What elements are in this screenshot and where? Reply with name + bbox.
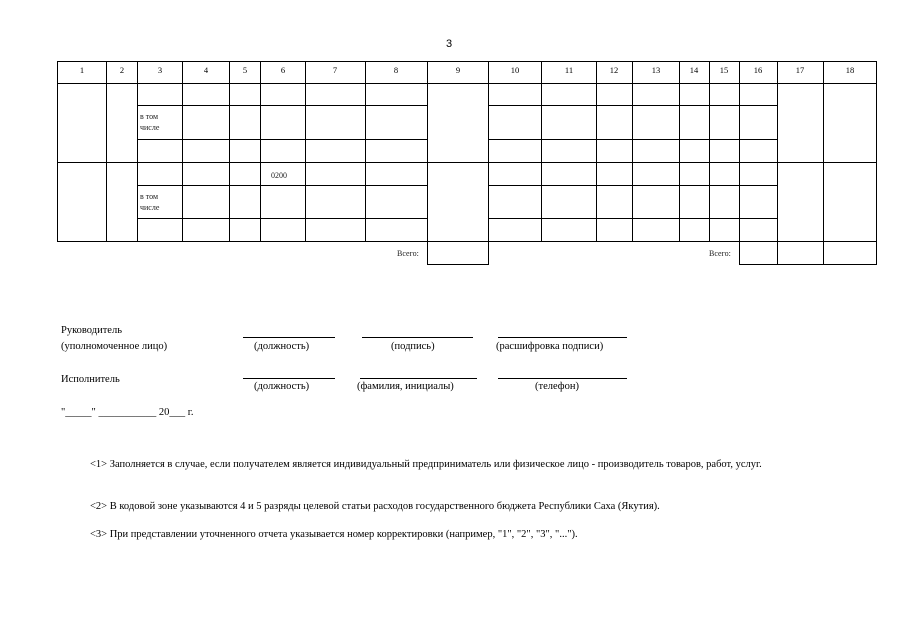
footnote-1: <1> Заполняется в случае, если получателем является индивидуальный предприниматель или физическое лицо - производитель товаров, работ, услуг. — [90, 459, 762, 470]
executor-phone-caption: (телефон) — [535, 381, 579, 392]
header-col-7: 7 — [332, 65, 338, 75]
header-col-10: 10 — [510, 65, 520, 75]
header-col-1: 1 — [79, 65, 85, 75]
executor-name-caption: (фамилия, инициалы) — [357, 381, 454, 392]
executor-position-line[interactable] — [243, 378, 335, 379]
header-col-17: 17 — [795, 65, 805, 75]
header-col-12: 12 — [609, 65, 619, 75]
head-transcript-caption: (расшифровка подписи) — [496, 341, 604, 352]
page-number: 3 — [446, 38, 453, 50]
head-title-line2: (уполномоченное лицо) — [61, 341, 168, 352]
footnote-3: <3> При представлении уточненного отчета указывается номер корректировки (например, "1", "2", "3", "..."). — [90, 529, 578, 540]
header-col-4: 4 — [203, 65, 209, 75]
head-title-line1: Руководитель — [61, 325, 122, 336]
executor-title: Исполнитель — [61, 374, 120, 385]
header-col-11: 11 — [564, 65, 574, 75]
header-col-14: 14 — [689, 65, 699, 75]
header-col-8: 8 — [393, 65, 399, 75]
footnote-2: <2> В кодовой зоне указываются 4 и 5 разряды целевой статьи расходов государственного бюджета Республики Саха (Якутия). — [90, 501, 660, 512]
executor-position-caption: (должность) — [254, 381, 310, 392]
including-label-2: в том числе — [140, 192, 160, 212]
executor-name-line[interactable] — [360, 378, 477, 379]
table-grid — [57, 61, 877, 266]
header-col-2: 2 — [119, 65, 125, 75]
header-col-3: 3 — [157, 65, 163, 75]
head-signature-caption: (подпись) — [391, 341, 435, 352]
header-col-6: 6 — [280, 65, 286, 75]
header-col-9: 9 — [455, 65, 461, 75]
executor-phone-line[interactable] — [498, 378, 627, 379]
head-signature-line[interactable] — [362, 337, 473, 338]
header-col-13: 13 — [651, 65, 661, 75]
head-transcript-line[interactable] — [498, 337, 627, 338]
report-table — [57, 61, 877, 265]
header-col-18: 18 — [845, 65, 855, 75]
head-position-line[interactable] — [243, 337, 335, 338]
including-label-1: в том числе — [140, 112, 160, 132]
total-label-left: Всего: — [397, 249, 419, 258]
code-value: 0200 — [271, 171, 287, 180]
total-label-right: Всего: — [709, 249, 731, 258]
header-col-15: 15 — [719, 65, 729, 75]
header-col-5: 5 — [242, 65, 248, 75]
header-col-16: 16 — [753, 65, 763, 75]
head-position-caption: (должность) — [254, 341, 310, 352]
date-line[interactable]: "_____" ___________ 20___ г. — [61, 407, 194, 418]
